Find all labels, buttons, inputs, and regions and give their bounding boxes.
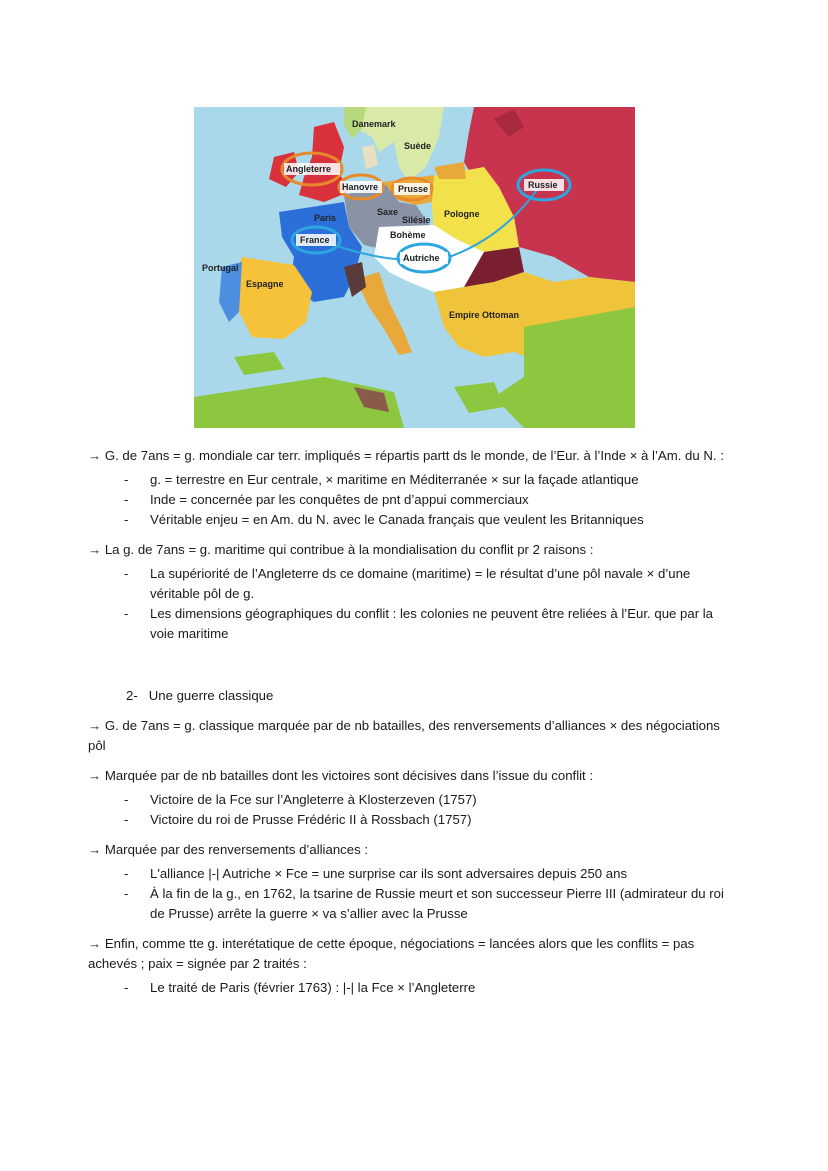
list-item (88, 810, 738, 830)
bullet-dash: - (124, 866, 129, 881)
list-item-text: g. = terrestre en Eur centrale, × maritime en Méditerranée × sur la façade atlantique (150, 472, 639, 487)
map-label-hanovre: Hanovre (342, 182, 379, 192)
map-label-russie: Russie (528, 180, 558, 190)
list-alliances (88, 864, 738, 924)
bullet-dash: - (124, 980, 129, 995)
bullet-dash: - (124, 472, 129, 487)
list-item (88, 790, 738, 810)
paragraph-maritime-war: → La g. de 7ans = g. maritime qui contribue à la mondialisation du conflit pr 2 raisons : (88, 542, 594, 557)
map-label-suede: Suède (404, 141, 432, 151)
bullet-dash: - (124, 886, 129, 901)
list-item (88, 604, 738, 644)
map-label-pologne: Pologne (444, 209, 480, 219)
europe-map (194, 107, 635, 428)
bullet-dash: - (124, 792, 129, 807)
map-label-ottoman: Empire Ottoman (449, 310, 520, 320)
bullet-dash: - (124, 492, 129, 507)
list-item-text: L'alliance |-| Autriche × Fce = une surprise car ils sont adversaires depuis 250 ans (150, 866, 628, 881)
list-item-text: Inde = concernée par les conquêtes de pnt d’appui commerciaux (150, 492, 529, 507)
map-label-paris: Paris (314, 213, 337, 223)
document-body (88, 446, 738, 998)
list-item (88, 864, 738, 884)
list-item-text: Le traité de Paris (février 1763) : |-| la Fce × l’Angleterre (150, 980, 476, 995)
bullet-dash: - (124, 812, 129, 827)
list-item (88, 490, 738, 510)
map-label-silesie: Silésie (402, 215, 431, 225)
map-label-portugal: Portugal (202, 263, 239, 273)
paragraph-classic-war: → G. de 7ans = g. classique marquée par de nb batailles, des renversements d’alliances × des négociations pôl (88, 718, 720, 753)
paragraph-battles: → Marquée par de nb batailles dont les victoires sont décisives dans l’issue du conflit : (88, 768, 594, 783)
list-item-text: Victoire de la Fce sur l’Angleterre à Klosterzeven (1757) (150, 792, 477, 807)
map-label-autriche: Autriche (403, 253, 440, 263)
list-item-text: Les dimensions géographiques du conflit : les colonies ne peuvent être reliées à l’Eur. que par la voie maritime (150, 606, 714, 641)
list-item (88, 978, 738, 998)
list-item-text: Véritable enjeu = en Am. du N. avec le Canada français que veulent les Britanniques (150, 512, 644, 527)
list-item (88, 510, 738, 530)
list-maritime-reasons (88, 564, 738, 644)
bullet-dash: - (124, 512, 129, 527)
bullet-dash: - (124, 606, 129, 621)
map-label-espagne: Espagne (246, 279, 284, 289)
list-item-text: La supériorité de l’Angleterre ds ce domaine (maritime) = le résultat d’une pôl navale × d’une véritable pôl de g. (150, 566, 691, 601)
map-label-france: France (300, 235, 330, 245)
map-label-saxe: Saxe (377, 207, 399, 217)
section-title: Une guerre classique (148, 688, 274, 703)
list-item-text: À la fin de la g., en 1762, la tsarine de Russie meurt et son successeur Pierre III (admirateur du roi de Prusse) arrête la guerre × va s’allier avec la Prusse (150, 886, 724, 921)
list-item (88, 470, 738, 490)
map-label-boheme: Bohème (390, 230, 426, 240)
list-treaties (88, 978, 738, 998)
map-label-prusse: Prusse (398, 184, 429, 194)
list-item-text: Victoire du roi de Prusse Frédéric II à Rossbach (1757) (150, 812, 472, 827)
map-label-danemark: Danemark (352, 119, 396, 129)
list-item (88, 564, 738, 604)
paragraph-alliances: → Marquée par des renversements d’alliances : (88, 842, 369, 857)
map-label-angleterre: Angleterre (286, 164, 332, 174)
section-heading (88, 686, 738, 706)
list-battles (88, 790, 738, 830)
bullet-dash: - (124, 566, 129, 581)
section-number: 2- (126, 688, 138, 703)
paragraph-world-war: → G. de 7ans = g. mondiale car terr. impliqués = répartis partt ds le monde, de l’Eur. à l’Inde × à l’Am. du N. : (88, 448, 724, 463)
list-war-fronts (88, 470, 738, 530)
list-item (88, 884, 738, 924)
paragraph-negotiations: → Enfin, comme tte g. interétatique de cette époque, négociations = lancées alors que les conflits = pas achevés ; paix = signée par 2 traités : (88, 936, 695, 971)
